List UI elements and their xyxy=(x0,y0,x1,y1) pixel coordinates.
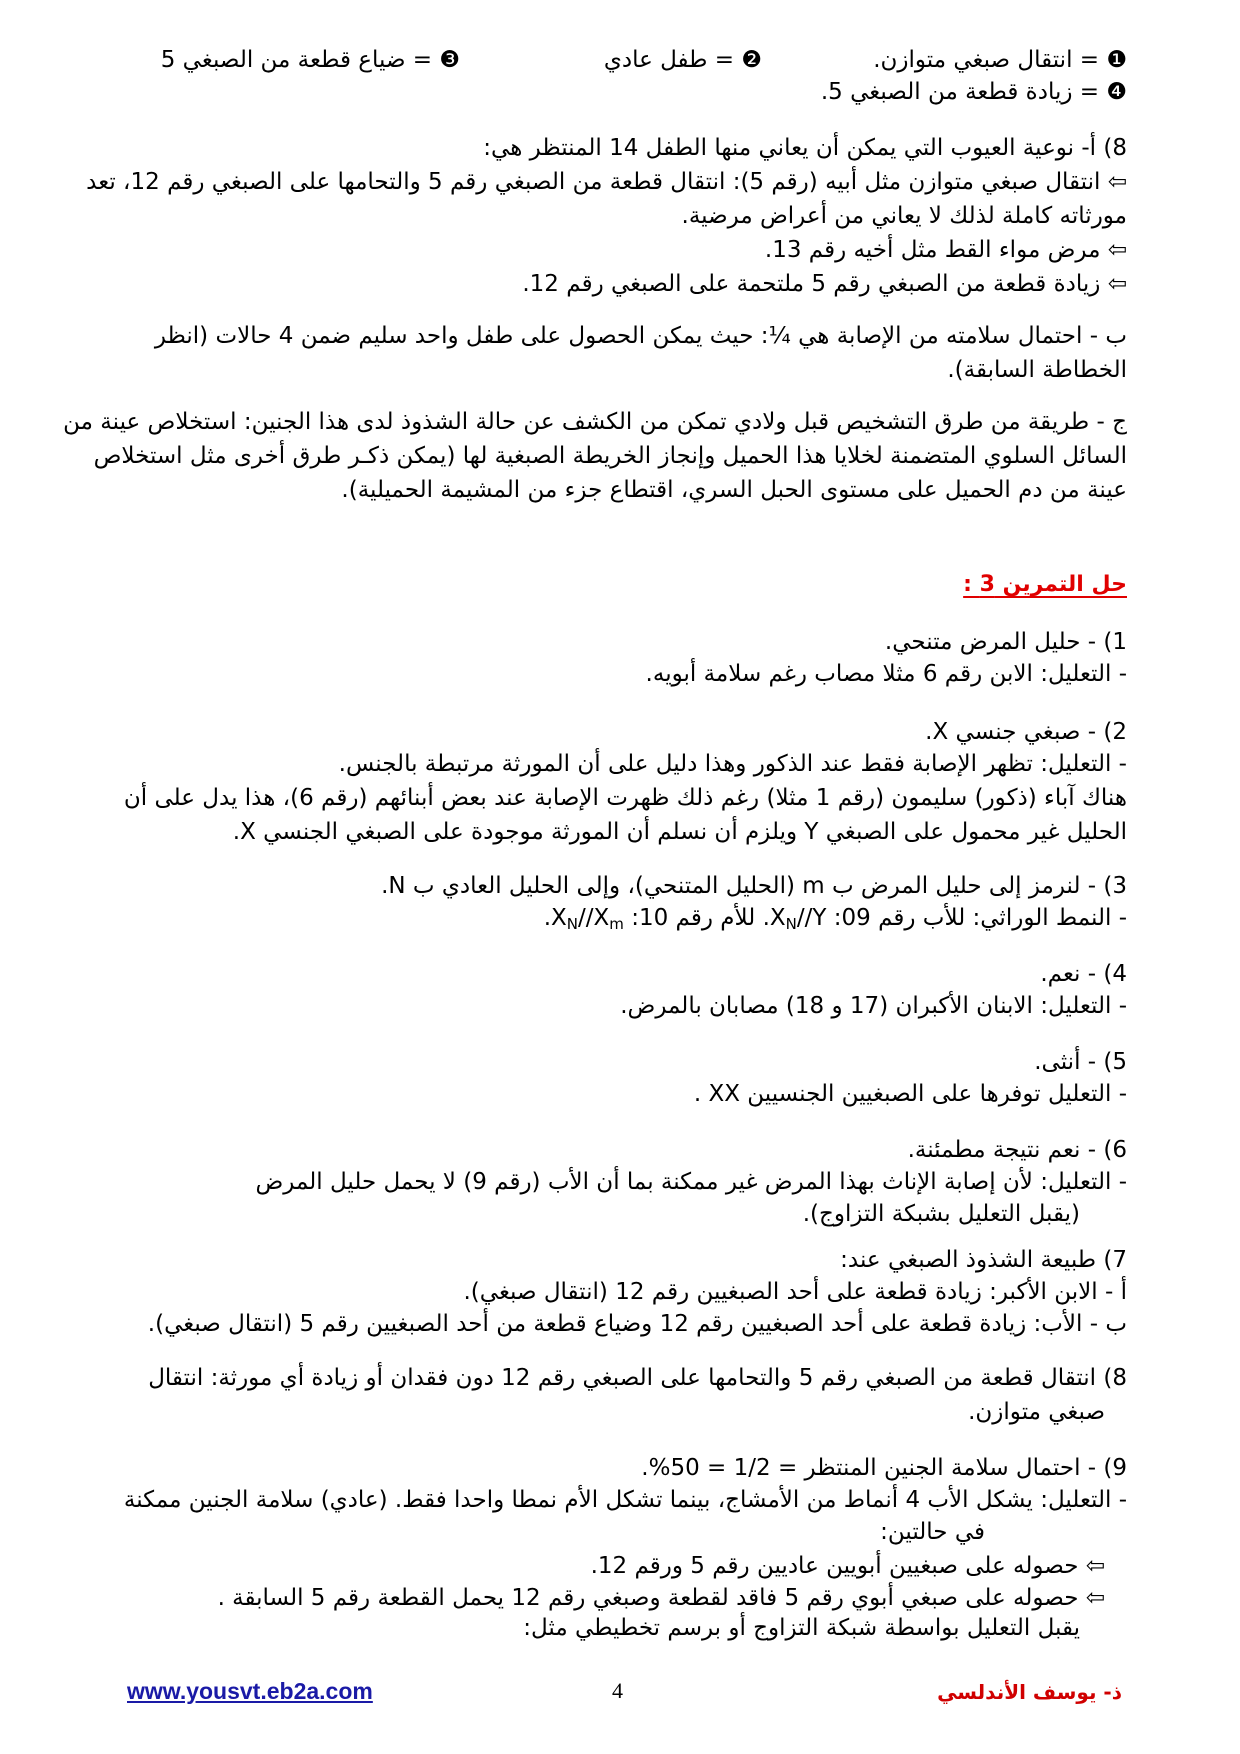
part8-b-line-2: الخطاطة السابقة). xyxy=(947,357,1127,383)
part8-c-line-2: السائل السلوي المتضمنة لخلايا هذا الحميل وإنجاز الخريطة الصبغية لها (يمكن ذكـر طرق أخرى مثل استخلاص xyxy=(93,443,1127,469)
part8-b-line-1: ب - احتمال سلامته من الإصابة هي ¼: حيث يمكن الحصول على طفل واحد سليم ضمن 4 حالات (انظر xyxy=(154,323,1127,349)
q6-answer: 6) - نعم نتيجة مطمئنة. xyxy=(907,1137,1127,1163)
q7-line-b: ب - الأب: زيادة قطعة على أحد الصبغيين رقم 12 وضياع قطعة من أحد الصبغيين رقم 5 (انتقال صبغي). xyxy=(147,1311,1127,1337)
q5-justification: - التعليل توفرها على الصبغيين الجنسيين XX . xyxy=(693,1081,1127,1107)
q9-line-3: في حالتين: xyxy=(880,1519,985,1545)
q3-genotype-prefix: - النمط الوراثي: للأب رقم 09: xyxy=(826,905,1127,931)
author-name: ذ- يوسف الأندلسي xyxy=(937,1680,1122,1704)
q8-line-2: صبغي متوازن. xyxy=(968,1399,1105,1425)
q1-justification: - التعليل: الابن رقم 6 مثلا مصاب رغم سلامة أبويه. xyxy=(645,661,1127,687)
part8-line-1: 8) أ- نوعية العيوب التي يمكن أن يعاني منها الطفل 14 المنتظر هي: xyxy=(483,135,1127,161)
q1-answer: 1) - حليل المرض متنحي. xyxy=(884,629,1127,655)
q2-line-3: هناك آباء (ذكور) سليمون (رقم 1 مثلا) رغم ذلك ظهرت الإصابة عند بعض أبنائهم (رقم 6)، هذا يدل على أن xyxy=(123,785,1127,811)
q2-answer: 2) - صبغي جنسي X. xyxy=(925,719,1127,745)
legend-item-3: ❸ = ضياع قطعة من الصبغي 5 xyxy=(160,47,460,73)
father-genotype: $X_N//Y$ xyxy=(769,905,827,933)
legend-item-4: ❹ = زيادة قطعة من الصبغي 5. xyxy=(820,79,1127,105)
legend-item-1: ❶ = انتقال صبغي متوازن. xyxy=(873,47,1127,73)
q7-answer: 7) طبيعة الشذوذ الصبغي عند: xyxy=(840,1247,1127,1273)
q9-case-1: ⇦ حصوله على صبغيين أبويين عاديين رقم 5 ورقم 12. xyxy=(590,1553,1105,1579)
q6-justification: - التعليل: لأن إصابة الإناث بهذا المرض غير ممكنة بما أن الأب (رقم 9) لا يحمل حليل المرض xyxy=(255,1169,1127,1195)
q2-line-4: الحليل غير محمول على الصبغي Y ويلزم أن نسلم أن المورثة موجودة على الصبغي الجنسي X. xyxy=(232,819,1127,845)
part8-line-3: مورثاته كاملة لذلك لا يعاني من أعراض مرضية. xyxy=(681,203,1127,229)
part8-line-4: ⇦ مرض مواء القط مثل أخيه رقم 13. xyxy=(764,237,1127,263)
exercise3-title: حل التمرين 3 : xyxy=(963,572,1127,597)
q3-answer: 3) - لنرمز إلى حليل المرض ب m (الحليل المتنحي)، وإلى الحليل العادي ب N. xyxy=(381,873,1127,899)
q6-note: (يقبل التعليل بشبكة التزاوج). xyxy=(802,1201,1080,1227)
q9-justification: - التعليل: يشكل الأب 4 أنماط من الأمشاج، بينما تشكل الأم نمطا واحدا فقط. (عادي) سلامة الجنين ممكنة xyxy=(123,1487,1127,1513)
website-link[interactable]: www.yousvt.eb2a.com xyxy=(127,1678,373,1704)
page-number: 4 xyxy=(612,1678,623,1703)
q7-line-a: أ - الابن الأكبر: زيادة قطعة على أحد الصبغيين رقم 12 (انتقال صبغي). xyxy=(463,1279,1127,1305)
q9-note: يقبل التعليل بواسطة شبكة التزاوج أو برسم تخطيطي مثل: xyxy=(523,1615,1080,1641)
q5-answer: 5) - أنثى. xyxy=(1034,1049,1127,1075)
q3-genotype: - النمط الوراثي: للأب رقم 09: $X_N//Y$. للأم رقم 10: $X_N//X_m$. xyxy=(543,905,1127,933)
q4-answer: 4) - نعم. xyxy=(1040,961,1127,987)
part8-c-line-1: ج - طريقة من طرق التشخيص قبل ولادي تمكن من الكشف عن حالة الشذوذ لدى هذا الجنين: استخلاص عينة من xyxy=(63,409,1127,435)
q3-genotype-mid: . للأم رقم 10: xyxy=(623,905,770,931)
q4-justification: - التعليل: الابنان الأكبران (17 و 18) مصابان بالمرض. xyxy=(620,993,1127,1019)
q2-justification: - التعليل: تظهر الإصابة فقط عند الذكور وهذا دليل على أن المورثة مرتبطة بالجنس. xyxy=(338,751,1127,777)
q8-answer: 8) انتقال قطعة من الصبغي رقم 5 والتحامها على الصبغي رقم 12 دون فقدان أو زيادة أي مورثة: انتقال xyxy=(148,1365,1127,1391)
part8-c-line-3: عينة من دم الحميل على مستوى الحبل السري، اقتطاع جزء من المشيمة الحميلية). xyxy=(341,477,1127,503)
mother-genotype: $X_N//X_m$ xyxy=(551,905,624,933)
q9-case-2: ⇦ حصوله على صبغي أبوي رقم 5 فاقد لقطعة وصبغي رقم 12 يحمل القطعة رقم 5 السابقة . xyxy=(217,1585,1105,1611)
q9-answer: 9) - احتمال سلامة الجنين المنتظر = 1/2 = 50%. xyxy=(641,1455,1127,1481)
part8-line-5: ⇦ زيادة قطعة من الصبغي رقم 5 ملتحمة على الصبغي رقم 12. xyxy=(522,271,1127,297)
part8-line-2: ⇦ انتقال صبغي متوازن مثل أبيه (رقم 5): انتقال قطعة من الصبغي رقم 5 والتحامها على الصبغي رقم 12، تعد xyxy=(86,169,1127,195)
legend-item-2: ❷ = طفل عادي xyxy=(603,47,762,73)
